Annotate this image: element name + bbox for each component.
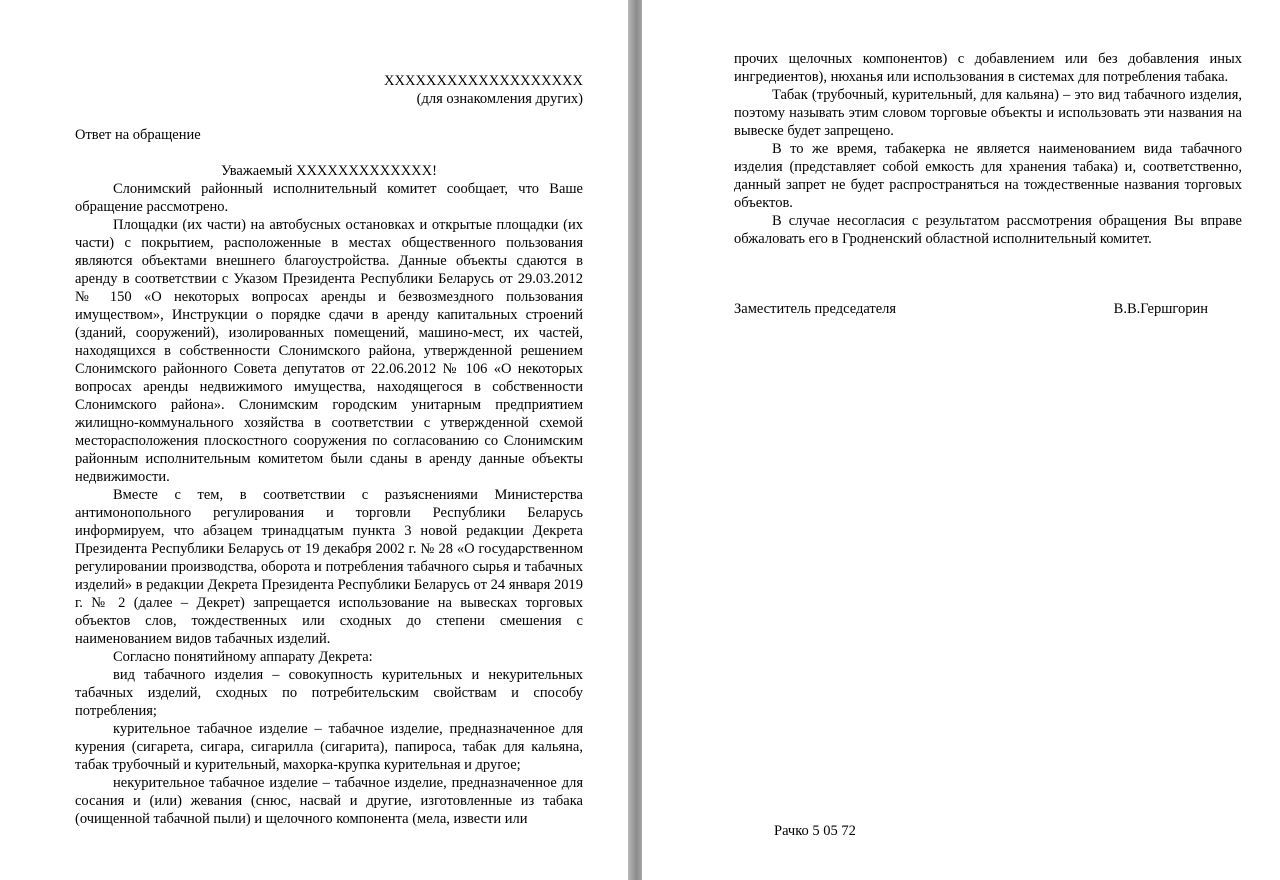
executor-phone: Рачко 5 05 72	[774, 823, 856, 839]
page-gutter	[628, 0, 642, 880]
signer-name: В.В.Гершгорин	[1113, 301, 1208, 317]
addressee-note: (для ознакомления других)	[416, 91, 583, 107]
paragraph: некурительное табачное изделие – табачное изделие, предназначенное для сосания и (или) жевания (снюс, насвай и другие, изготовленные из табака (очищенной табачной пыли) и щелочного компонента (мела, извести или	[75, 775, 583, 827]
paragraph: Слонимский районный исполнительный комитет сообщает, что Ваше обращение рассмотрено.	[75, 181, 583, 215]
salutation: Уважаемый ХХХХХХХХХХХХХ!	[221, 163, 437, 179]
right-page-text	[734, 50, 1242, 248]
paragraph: Табак (трубочный, курительный, для кальяна) – это вид табачного изделия, поэтому называть этим словом торговые объекты и использовать эти названия на вывеске будет запрещено.	[734, 87, 1242, 139]
paragraph: курительное табачное изделие – табачное изделие, предназначенное для курения (сигарета, сигара, сигарилла (сигарита), папироса, табак для кальяна, табак трубочный и курительный, махорка-крупка курительная и другое;	[75, 721, 583, 773]
paragraph: В то же время, табакерка не является наименованием вида табачного изделия (представляет собой емкость для хранения табака) и, соответственно, данный запрет не будет распространяться на тождественные названия торговых объектов.	[734, 141, 1242, 211]
paragraph-continuation: прочих щелочных компонентов) с добавлением или без добавления иных ингредиентов), нюханья или использования в системах для потребления табака.	[734, 51, 1242, 85]
signature-block	[734, 300, 1208, 318]
paragraph: вид табачного изделия – совокупность курительных и некурительных табачных изделий, сходных по потребительским свойствам и способу потребления;	[75, 667, 583, 719]
paragraph: Согласно понятийному аппарату Декрета:	[113, 649, 373, 665]
addressee-name: ХХХХХХХХХХХХХХХХХХХ	[384, 73, 583, 89]
left-page-text	[75, 72, 583, 828]
document-page-right	[642, 0, 1280, 880]
paragraph: Вместе с тем, в соответствии с разъяснениями Министерства антимонопольного регулирования и торговли Республики Беларусь информируем, что абзацем тринадцатым пункта 3 новой редакции Декрета Президента Республики Беларусь от 19 декабря 2002 г. № 28 «О государственном регулировании производства, оборота и потребления табачного сырья и табачных изделий» в редакции Декрета Президента Республики Беларусь от 24 января 2019 г. № 2 (далее – Декрет) запрещается использование на вывесках торговых объектов слов, тождественных или сходных до степени смешения с наименованием видов табачных изделий.	[75, 487, 583, 647]
subject-line: Ответ на обращение	[75, 127, 201, 143]
paragraph: Площадки (их части) на автобусных остановках и открытые площадки (их части) с покрытием, расположенные в местах общественного пользования являются объектами внешнего благоустройства. Данные объекты сдаются в аренду в соответствии с Указом Президента Республики Беларусь от 29.03.2012 № 150 «О некоторых вопросах аренды и безвозмездного пользования имуществом», Инструкции о порядке сдачи в аренду капитальных строений (зданий, сооружений), изолированных помещений, машино-мест, их частей, находящихся в собственности Слонимского района, утвержденной решением Слонимского районного Совета депутатов от 22.06.2012 № 106 «О некоторых вопросах аренды недвижимого имущества, находящегося в собственности Слонимского района». Слонимским городским унитарным предприятием жилищно-коммунального хозяйства в соответствии с утвержденной схемой месторасположения плоскостного сооружения по согласованию со Слонимским районным исполнительным комитетом были сданы в аренду данные объекты недвижимости.	[75, 217, 583, 485]
paragraph: В случае несогласия с результатом рассмотрения обращения Вы вправе обжаловать его в Гродненский областной исполнительный комитет.	[734, 213, 1242, 247]
signer-title: Заместитель председателя	[734, 301, 897, 317]
document-page-left	[0, 0, 628, 880]
